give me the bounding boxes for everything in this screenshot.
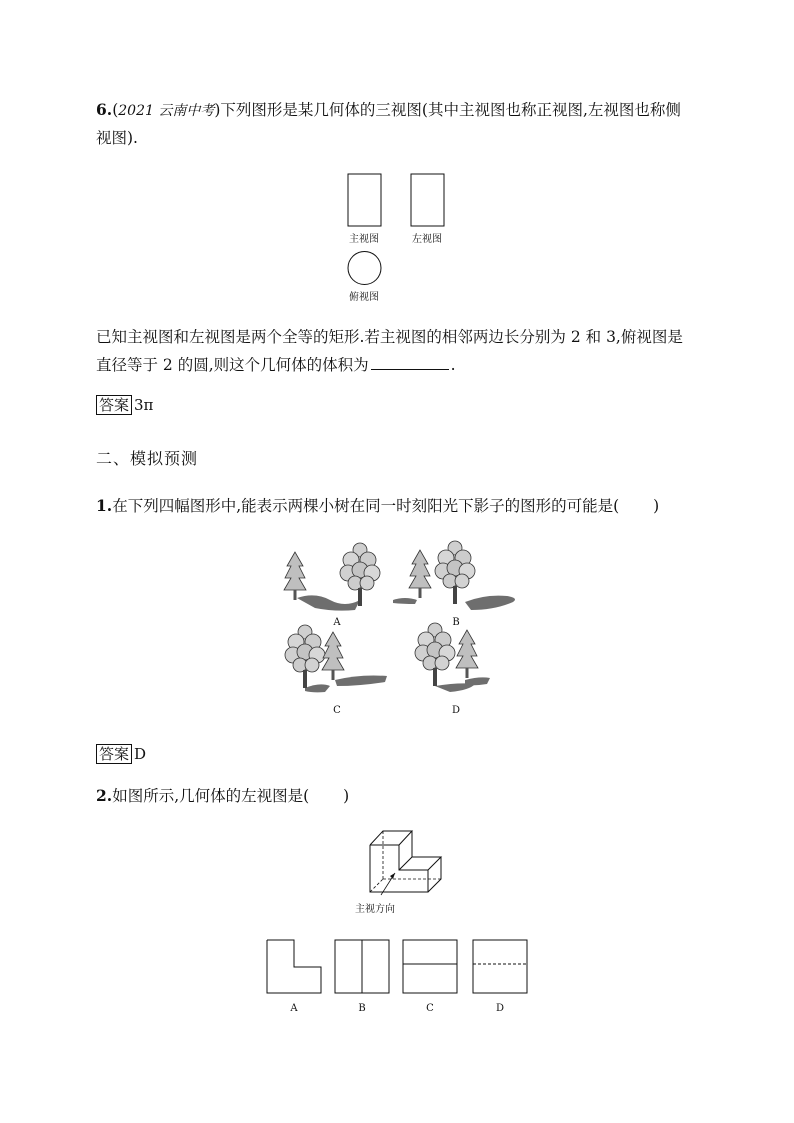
q2-options-figure	[260, 935, 540, 1000]
q1-stem-close: )	[653, 497, 660, 515]
q2-stem-text: 如图所示,几何体的左视图是(	[112, 787, 310, 805]
q1-answer-value: D	[134, 745, 147, 763]
q2-option-a: A	[290, 1003, 298, 1014]
q1-option-c: C	[333, 705, 341, 716]
q6-body-line2	[96, 351, 706, 379]
q2-option-a-shape	[267, 940, 321, 993]
left-view-label: 左视图	[412, 234, 442, 245]
q2-option-d-shape	[473, 940, 527, 993]
q2-option-c-shape	[403, 940, 457, 993]
q6-stem: )下列图形是某几何体的三视图(其中主视图也称正视图,左视图也称侧	[214, 101, 681, 119]
top-view-label: 俯视图	[349, 292, 379, 303]
q6-body-line1: 已知主视图和左视图是两个全等的矩形.若主视图的相邻两边长分别为 2 和 3,俯视图是	[96, 328, 683, 346]
front-view-rect	[348, 174, 381, 226]
q1-number: 1.	[96, 496, 113, 515]
q1-option-a: A	[333, 617, 341, 628]
q2-option-b: B	[358, 1003, 366, 1014]
q2-number: 2.	[96, 786, 113, 805]
left-view-rect	[411, 174, 444, 226]
q6-stem-line2: 视图).	[96, 129, 138, 147]
q6-source: 2021 云南中考	[118, 103, 215, 119]
q1-stem-text: 在下列四幅图形中,能表示两棵小树在同一时刻阳光下影子的图形的可能是(	[112, 497, 620, 515]
q6-answer-value: 3π	[134, 396, 154, 414]
q2-stem	[96, 782, 706, 810]
q1-option-d: D	[451, 705, 461, 716]
q2-option-c: C	[426, 1003, 434, 1014]
q2-solid-figure	[355, 825, 455, 905]
q6-source-open: (	[112, 101, 119, 119]
q2-direction-label: 主视方向	[355, 904, 395, 915]
q1-answer	[96, 744, 146, 764]
q1-trees-figure	[275, 540, 525, 700]
front-view-label: 主视图	[349, 234, 379, 245]
top-view-circle	[348, 252, 381, 285]
q6-body-line2-text: 直径等于 2 的圆,则这个几何体的体积为	[96, 356, 369, 374]
q2-option-d: D	[495, 1003, 505, 1014]
section-title: 二、模拟预测	[96, 449, 199, 468]
q1-option-b: B	[452, 617, 460, 628]
q6-body-end: .	[450, 356, 456, 374]
q6-number: 6.	[96, 100, 113, 119]
q1-stem	[96, 492, 706, 520]
q6-stem-line1	[96, 96, 706, 125]
q1-answer-label: 答案	[96, 744, 132, 764]
q2-stem-close: )	[343, 787, 350, 805]
q6-answer-label: 答案	[96, 395, 132, 415]
q6-answer-blank	[371, 353, 449, 370]
q6-answer	[96, 395, 153, 415]
